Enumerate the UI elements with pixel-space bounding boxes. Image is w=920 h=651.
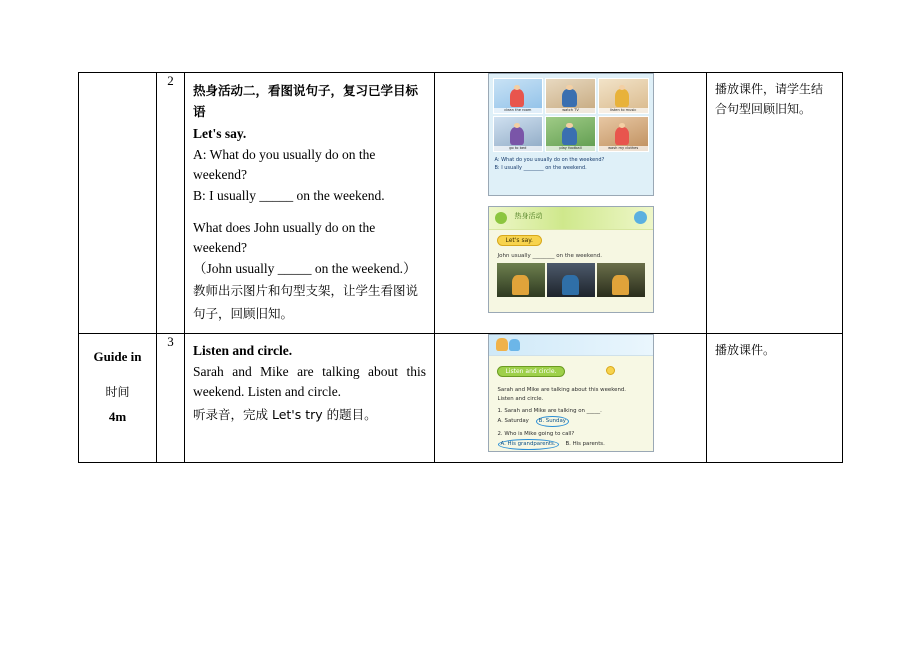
row-number-cell bbox=[157, 333, 185, 462]
activity-caption: listen to music bbox=[599, 108, 648, 113]
activity-picture bbox=[598, 78, 649, 114]
slide-option-2b: B. His parents. bbox=[565, 440, 605, 447]
stage-cell-row1 bbox=[79, 73, 157, 334]
stage-label-row2: Guide in bbox=[93, 348, 142, 364]
activity-heading-en: Listen and circle. bbox=[193, 342, 293, 358]
teacher-note-line-1: 听录音，完成 Let's try 的题目。 bbox=[193, 406, 377, 422]
teacher-note-line-1: 教师出示图片和句型支架，让学生看图说 bbox=[193, 283, 419, 299]
slide-dialog bbox=[489, 154, 653, 172]
activity-picture bbox=[493, 116, 544, 152]
row-number-cell bbox=[157, 73, 185, 334]
courseware-slide-lets-say bbox=[488, 206, 654, 313]
slide-body bbox=[489, 382, 653, 450]
activity-picture bbox=[493, 78, 544, 114]
slide-dialog-line-b: B: I usually ________ on the weekend. bbox=[494, 165, 587, 171]
activity-caption: play football bbox=[546, 146, 595, 151]
slide-sentence-text: John usually ________ on the weekend. bbox=[497, 253, 602, 259]
activity-description: Sarah and Mike are talking about this weekend. Listen and circle. bbox=[193, 364, 426, 400]
slide-photo bbox=[497, 263, 545, 297]
notes-cell-row2 bbox=[707, 333, 843, 462]
activity-picture bbox=[598, 116, 649, 152]
notes-cell-row1 bbox=[707, 73, 843, 334]
student-icon bbox=[496, 338, 508, 351]
stage-time-label: 时间 bbox=[105, 384, 130, 399]
courseware-slide-listen-and-circle bbox=[488, 334, 654, 452]
answer-line: （John usually _____ on the weekend.） bbox=[193, 261, 417, 276]
media-cell-row2 bbox=[435, 333, 707, 462]
lesson-plan-table bbox=[78, 72, 843, 463]
globe-icon bbox=[634, 211, 647, 224]
row-number: 2 bbox=[167, 73, 174, 88]
activity-heading-en: Let's say. bbox=[193, 125, 247, 141]
slide-dialog-line-a: A: What do you usually do on the weekend? bbox=[494, 157, 605, 163]
courseware-slide-weekend-activities bbox=[488, 73, 654, 196]
content-cell-row1 bbox=[185, 73, 435, 334]
notes-text: 播放课件，请学生结合句型回顾旧知。 bbox=[715, 82, 824, 116]
activity-caption: wash my clothes bbox=[599, 146, 648, 151]
question-line: What does John usually do on the weekend? bbox=[193, 219, 376, 255]
media-cell-row1 bbox=[435, 73, 707, 334]
slide-sentence-frame bbox=[489, 249, 653, 261]
slide-question-2: 2. Who is Mike going to call? bbox=[497, 430, 575, 437]
content-cell-row2 bbox=[185, 333, 435, 462]
slide-pill-label: Let's say. bbox=[497, 235, 542, 246]
slide-photo-row bbox=[489, 261, 653, 301]
table-row bbox=[79, 73, 843, 334]
slide-banner bbox=[489, 207, 653, 230]
stage-time-value: 4m bbox=[108, 408, 127, 424]
teacher-note-line-2: 句子，回顾旧知。 bbox=[193, 305, 294, 321]
stage-cell-row2 bbox=[79, 333, 157, 462]
slide-option-1a: A. Saturday bbox=[497, 417, 529, 424]
leaf-icon bbox=[495, 212, 507, 224]
activity-caption: clean the room bbox=[494, 108, 543, 113]
slide-pill-label: Listen and circle. bbox=[497, 366, 566, 377]
slide-question-1: 1. Sarah and Mike are talking on _____. bbox=[497, 407, 602, 414]
activity-picture bbox=[545, 116, 596, 152]
table-row bbox=[79, 333, 843, 462]
slide-option-1b: B. Sunday bbox=[536, 416, 569, 427]
row-number: 3 bbox=[167, 333, 174, 349]
slide-photo bbox=[597, 263, 645, 297]
notes-text: 播放课件。 bbox=[715, 342, 776, 357]
activity-picture-grid bbox=[489, 74, 653, 154]
dialog-line-b: B: I usually _____ on the weekend. bbox=[193, 188, 385, 204]
dialog-line-a: A: What do you usually do on the weekend? bbox=[193, 146, 376, 182]
slide-photo bbox=[547, 263, 595, 297]
slide-option-2a: A. His grandparents. bbox=[498, 439, 559, 450]
slide-banner-title: 热身活动 bbox=[514, 212, 543, 220]
activity-heading-cn: 热身活动二，看图说句子，复习已学目标语 bbox=[193, 83, 419, 120]
slide-instruction-text: Listen and circle. bbox=[497, 395, 544, 402]
activity-picture bbox=[545, 78, 596, 114]
activity-caption: watch TV bbox=[546, 108, 595, 113]
slide-intro-text: Sarah and Mike are talking about this weekend. bbox=[497, 386, 627, 393]
student-icon bbox=[509, 339, 520, 351]
activity-caption: go to bed bbox=[494, 146, 543, 151]
slide-banner bbox=[489, 335, 653, 356]
smiley-icon bbox=[606, 366, 615, 375]
